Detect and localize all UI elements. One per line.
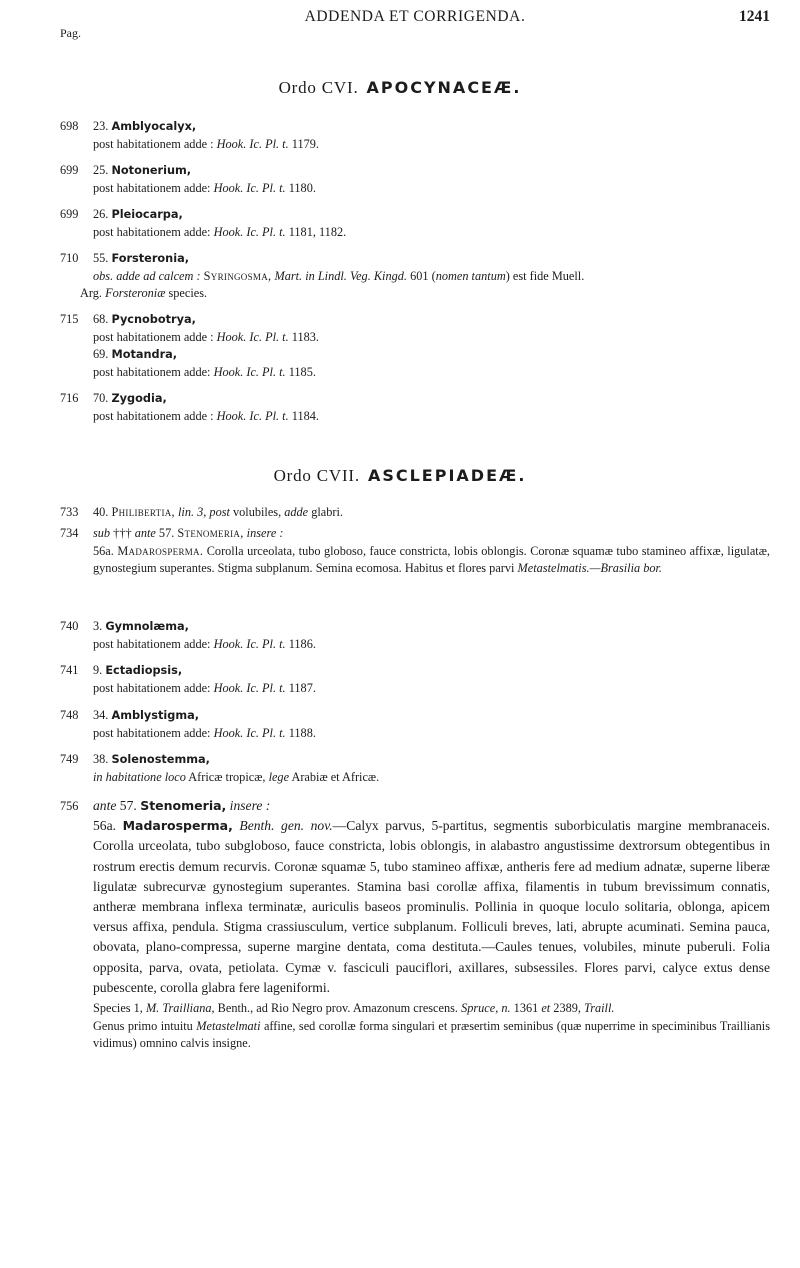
entry-text: sub (93, 526, 111, 540)
citation-number: 1181, 1182. (285, 224, 347, 239)
entry-text: ) est fide Muell. (505, 268, 585, 283)
obs-text: obs. adde ad calcem : (93, 268, 201, 283)
family-name: ASCLEPIADEÆ. (367, 466, 527, 485)
entry-text: volubiles, (229, 505, 285, 519)
genus-number: 56a. (93, 818, 123, 834)
genus-number: 68. (93, 312, 109, 326)
entry-text: lin. 3, post (174, 505, 230, 519)
page-ref: 710 (60, 251, 79, 265)
citation-number: 1184. (288, 408, 319, 423)
citation-number: 1180. (285, 180, 316, 195)
citation: Hook. Ic. Pl. t. (216, 408, 289, 423)
citation-number: 601 ( (407, 268, 436, 283)
entry-699b (60, 206, 770, 241)
genus-number: 40. (93, 505, 109, 519)
collector: Spruce, n. (461, 1001, 511, 1016)
entry-text: lege (268, 769, 290, 784)
citation-number: 1188. (285, 725, 316, 740)
entry-710 (60, 250, 770, 303)
genus-name: Stenomeria, (140, 798, 227, 813)
page-ref: 733 (60, 505, 79, 519)
entry-748 (60, 707, 770, 742)
entry-text: post habitationem adde: (93, 636, 214, 651)
entry-text: 2389, (550, 1001, 585, 1016)
page-ref: 699 (60, 207, 79, 221)
genus-number: 25. (93, 163, 109, 177)
page-number: 1241 (739, 8, 770, 25)
entry-text: post habitationem adde : (93, 136, 217, 151)
entry-text: post habitationem adde: (93, 680, 214, 695)
genus-number: 3. (93, 619, 103, 633)
pag-column-label: Pag. (60, 26, 81, 40)
entry-text: 57. (116, 798, 141, 813)
entry-text: post habitationem adde: (93, 725, 214, 740)
genus-number: 9. (93, 663, 103, 677)
synonym: Syringosma, (203, 268, 272, 283)
citation-number: 1185. (285, 364, 316, 379)
page-ref: 740 (60, 619, 79, 633)
page-ref: 741 (60, 663, 79, 677)
citation: Hook. Ic. Pl. t. (213, 364, 286, 379)
entry-715 (60, 311, 770, 381)
page-ref: 715 (60, 312, 79, 326)
entry-741 (60, 662, 770, 697)
genus-number: 38. (93, 752, 109, 766)
species-note (93, 1000, 770, 1018)
citation: Hook. Ic. Pl. t. (213, 680, 286, 695)
genus-name: Pleiocarpa, (111, 208, 183, 221)
genus-name: Madarosperma, (122, 818, 233, 834)
order-number: Ordo CVII. (273, 466, 360, 485)
collector: Traill. (584, 1001, 615, 1016)
entry-text: in habitatione loco (93, 769, 186, 784)
genus-name: Gymnolæma, (105, 620, 189, 633)
entry-text: ante (93, 798, 117, 813)
page-ref: 748 (60, 708, 79, 722)
dagger-marks: ††† (110, 526, 135, 540)
entry-734 (60, 525, 770, 578)
entry-756 (60, 796, 770, 1053)
genus-name: Amblyocalyx, (111, 120, 197, 133)
entry-698 (60, 118, 770, 153)
entry-text: affine, sed corollæ forma singulari et præsertim seminibus (quæ nuperrime in speciminibus Traillianis vidimus) omnino calvis insigne. (93, 1018, 770, 1051)
genus-note (93, 1018, 770, 1053)
citation-number: 1183. (288, 329, 319, 344)
nomen-tantum: nomen tantum (435, 268, 506, 283)
genus-name: Motandra, (111, 348, 178, 362)
entry-733 (60, 504, 770, 522)
page-ref: 734 (60, 526, 79, 540)
entry-text: post habitationem adde: (93, 364, 214, 379)
page-ref: 749 (60, 752, 79, 766)
genus-number: 69. (93, 347, 109, 362)
entry-716 (60, 390, 770, 425)
genus-number: 26. (93, 207, 109, 221)
citation-number: 1187. (285, 680, 316, 695)
genus-name: Philibertia, (111, 505, 175, 519)
genus-name: Amblystigma, (111, 709, 200, 722)
genus-number: 34. (93, 708, 109, 722)
genus-name: Solenostemma, (111, 753, 210, 766)
citation: Hook. Ic. Pl. t. (216, 329, 289, 344)
genus-number: 56a. (93, 543, 114, 558)
genus-number: 23. (93, 119, 109, 133)
order-heading-cvi (0, 78, 800, 98)
genus-number: 55. (93, 251, 109, 265)
entry-text: insere : (226, 798, 271, 813)
genus-name: Madarosperma. (117, 543, 204, 558)
citation: Hook. Ic. Pl. t. (213, 725, 286, 740)
page-ref: 698 (60, 119, 79, 133)
entry-text: Genus primo intuitu (93, 1018, 197, 1033)
entry-text: post habitationem adde: (93, 180, 214, 195)
entry-text: insere : (243, 526, 284, 540)
description-text: Metastelmatis.—Brasilia bor. (517, 561, 663, 576)
genus-name: Forsteronia, (111, 252, 189, 265)
citation-number: 1186. (285, 636, 316, 651)
madarosperma-full-description (93, 816, 770, 998)
authority: Benth. gen. nov. (232, 818, 333, 834)
entry-text: et (541, 1001, 551, 1016)
entry-699a (60, 162, 770, 197)
entry-text: Benth., ad Rio Negro prov. Amazonum crescens. (214, 1001, 462, 1016)
genus-ref: Forsteroniæ (105, 286, 166, 301)
entry-text: post habitationem adde : (93, 408, 217, 423)
genus-name: Pycnobotrya, (111, 313, 196, 326)
citation: Mart. in Lindl. Veg. Kingd. (274, 268, 407, 283)
genus-ref: Metastelmati (196, 1018, 261, 1033)
genus-name: Ectadiopsis, (105, 664, 183, 677)
citation: Hook. Ic. Pl. t. (213, 180, 286, 195)
entry-text: glabri. (308, 505, 343, 519)
entry-text: post habitationem adde : (93, 329, 217, 344)
entry-text: Arg. (80, 286, 106, 301)
madarosperma-short-description (93, 543, 770, 578)
entry-text: adde (284, 505, 309, 519)
order-number: Ordo CVI. (278, 78, 359, 97)
page-ref: 716 (60, 391, 79, 405)
description-text: Corolla urceolata, tubo globoso, fauce constricta, lobis oblongis. Coronæ squamæ tubo stamineo affixæ, ligulatæ, gynostegium superantes. Stigma subplanum. Semina ecomosa. Habitus et flores parvi (93, 543, 770, 576)
citation: Hook. Ic. Pl. t. (213, 636, 286, 651)
citation-number: 1179. (288, 136, 319, 151)
citation: Hook. Ic. Pl. t. (216, 136, 289, 151)
running-head (60, 8, 770, 30)
entry-text: Arabiæ et Africæ. (289, 769, 380, 784)
entry-text: Species 1, (93, 1001, 146, 1016)
genus-name: Notonerium, (111, 164, 192, 177)
running-head-title: ADDENDA ET CORRIGENDA. (304, 8, 526, 25)
entry-text: Africæ tropicæ, (185, 769, 269, 784)
page-ref: 756 (60, 799, 79, 813)
entry-text: species. (165, 286, 208, 301)
entry-749 (60, 751, 770, 786)
species-name: M. Trailliana, (145, 1001, 215, 1016)
entry-text: 57. (155, 526, 178, 540)
genus-name: Stenomeria, (177, 526, 244, 540)
genus-number: 70. (93, 391, 109, 405)
entry-text: ante (134, 526, 156, 540)
entry-740 (60, 618, 770, 653)
order-heading-cvii (0, 466, 800, 486)
citation: Hook. Ic. Pl. t. (213, 224, 286, 239)
entry-text: 1361 (510, 1001, 542, 1016)
genus-name: Zygodia, (111, 392, 167, 405)
page-ref: 699 (60, 163, 79, 177)
family-name: APOCYNACEÆ. (366, 78, 522, 97)
description-text: —Calyx parvus, 5-partitus, segmentis suborbiculatis margine membranaceis. Corolla urceolata, tubo subgloboso, fauce constricta, lobis oblongis, in alabastro angustissime dextrorsum obtegentibus in rostrum erectis demum recurvis. Coronæ squamæ 5, tubo stamineo affixæ, antheris fere ad medium adnatæ, superne liberæ ligulatæ subrecurvæ gynostegium superantes. Stamina basi corollæ affixa, filamentis in tubum brevissimum connatis, antheræ membrana inflexa terminatæ, auriculis baseos prominulis. Pollinia in quoque loculo solitaria, oblonga, apicem versus affixa, pendula. Stigma crassiusculum, vertice subplanum. Folliculi breves, lati, abrupte acuminati. Semina pauca, obovata, plano-compressa, superne margine dentata, coma destituta.—Caules tenues, volubiles, minute puberuli. Folia opposita, parva, ovata, petiolata. Cymæ v. fasciculi pauciflori, axillares, subsessiles. Flores parvi, calyce extus dense pubescente, corolla glabra fere lageniformi. (93, 818, 771, 995)
entry-text: post habitationem adde: (93, 224, 214, 239)
